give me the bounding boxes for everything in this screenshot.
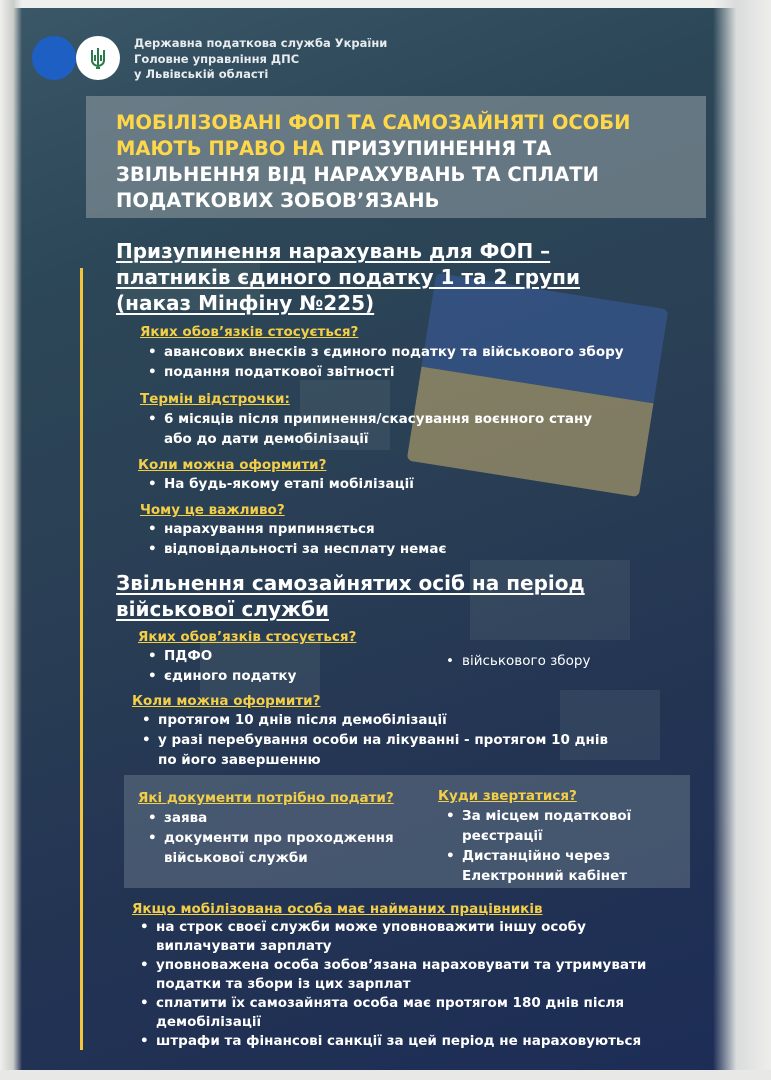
list-item-line: або до дати демобілізації xyxy=(164,431,369,447)
list-item xyxy=(146,828,394,868)
list-item-line: демобілізації xyxy=(156,1014,262,1030)
trident-icon xyxy=(88,46,108,70)
list-item: • військового збору xyxy=(444,651,590,671)
list-item-line: військової служби xyxy=(164,850,308,866)
section1-title-line: Призупинення нарахувань для ФОП – xyxy=(116,239,551,263)
list-item xyxy=(140,730,608,770)
section1-title xyxy=(116,238,580,316)
where-title: Куди звертатися? xyxy=(438,788,577,804)
list-item: • єдиного податку xyxy=(146,666,296,686)
accent-line xyxy=(80,268,83,1050)
section2-obligations-list-right xyxy=(444,651,590,671)
list-item-line: • на строк своєї служби може уповноважити іншу особу xyxy=(156,919,586,935)
employees-list xyxy=(138,918,646,1051)
paper-edge-right xyxy=(713,0,771,1080)
list-item xyxy=(138,956,646,994)
list-item-line: • сплатити їх самозайнята особа має протягом 180 днів після xyxy=(156,995,625,1011)
section1-when-list xyxy=(146,474,414,494)
section2-title-line: Звільнення самозайнятих осіб на період xyxy=(116,571,585,595)
where-list xyxy=(444,806,631,886)
list-item: • На будь-якому етапі мобілізації xyxy=(146,474,414,494)
section1-why-list xyxy=(146,519,446,559)
title-highlight: МОБІЛІЗОВАНІ ФОП ТА САМОЗАЙНЯТІ ОСОБИ xyxy=(116,111,631,134)
list-item-line: • За місцем податкової xyxy=(462,808,632,824)
section1-title-line: (наказ Мінфіну №225) xyxy=(116,291,375,315)
list-item xyxy=(138,994,646,1032)
list-item-line: • уповноважена особа зобов’язана нараховувати та утримувати xyxy=(156,957,647,973)
list-item-line: по його завершенню xyxy=(158,752,321,768)
section1-q-when: Коли можна оформити? xyxy=(138,457,327,473)
title-highlight: МАЮТЬ ПРАВО НА xyxy=(116,137,324,160)
list-item-line: податки та збори із цих зарплат xyxy=(156,976,411,992)
list-item-line: • 6 місяців після припинення/скасування воєнного стану xyxy=(164,411,593,427)
title-text: ПОДАТКОВИХ ЗОБОВ’ЯЗАНЬ xyxy=(116,189,440,212)
section1-q-why: Чому це важливо? xyxy=(140,502,285,518)
list-item-line: • Дистанційно через xyxy=(462,848,611,864)
section2-title xyxy=(116,570,585,622)
list-item xyxy=(146,409,592,449)
section2-q-when: Коли можна оформити? xyxy=(132,693,321,709)
title-text: ПРИЗУПИНЕННЯ ТА xyxy=(330,137,552,160)
section1-obligations-list xyxy=(146,342,624,382)
agency-line: Головне управління ДПС xyxy=(134,51,300,66)
agency-line: Державна податкова служба України xyxy=(134,36,388,50)
agency-name xyxy=(134,36,387,83)
logo-white-circle xyxy=(76,36,120,80)
employees-title: Якщо мобілізована особа має найманих працівників xyxy=(132,901,543,917)
list-item: • протягом 10 днів після демобілізації xyxy=(140,710,608,730)
list-item: • нарахування припиняється xyxy=(146,519,446,539)
section1-title-line: платників єдиного податку 1 та 2 групи xyxy=(116,265,580,289)
list-item xyxy=(444,806,631,846)
agency-line: у Львівській області xyxy=(134,67,269,81)
section2-obligations-list xyxy=(146,646,296,686)
paper-edge-left xyxy=(0,0,22,1080)
list-item xyxy=(138,918,646,956)
section2-title-line: військової служби xyxy=(116,597,329,621)
list-item: • ПДФО xyxy=(146,646,296,666)
paper-edge-top xyxy=(0,0,771,8)
section1-q-obligations: Яких обов’язків стосується? xyxy=(140,324,359,340)
list-item: • авансових внесків з єдиного податку та військового збору xyxy=(146,342,624,362)
title-text: ЗВІЛЬНЕННЯ ВІД НАРАХУВАНЬ ТА СПЛАТИ xyxy=(116,163,599,186)
page-title xyxy=(116,110,686,214)
list-item-line: Електронний кабінет xyxy=(462,868,628,884)
section1-q-term: Термін відстрочки: xyxy=(140,391,290,407)
section1-term-list xyxy=(146,409,592,449)
list-item-line: виплачувати зарплату xyxy=(156,938,332,954)
list-item-line: реєстрації xyxy=(462,828,543,844)
section2-when-list xyxy=(140,710,608,770)
list-item-line: • документи про проходження xyxy=(164,830,394,846)
logo-blue-circle xyxy=(32,36,76,80)
docs-list xyxy=(146,808,394,868)
list-item: • відповідальності за несплату немає xyxy=(146,539,446,559)
list-item: • штрафи та фінансові санкції за цей період не нараховуються xyxy=(138,1032,646,1051)
docs-title: Які документи потрібно подати? xyxy=(138,790,394,806)
list-item xyxy=(444,846,631,886)
list-item: • подання податкової звітності xyxy=(146,362,624,382)
paper-edge-bottom xyxy=(0,1070,771,1080)
dps-logo xyxy=(32,36,122,80)
list-item-line: • у разі перебування особи на лікуванні - протягом 10 днів xyxy=(158,732,609,748)
section2-q-obligations: Яких обов’язків стосується? xyxy=(138,629,357,645)
list-item: • заява xyxy=(146,808,394,828)
